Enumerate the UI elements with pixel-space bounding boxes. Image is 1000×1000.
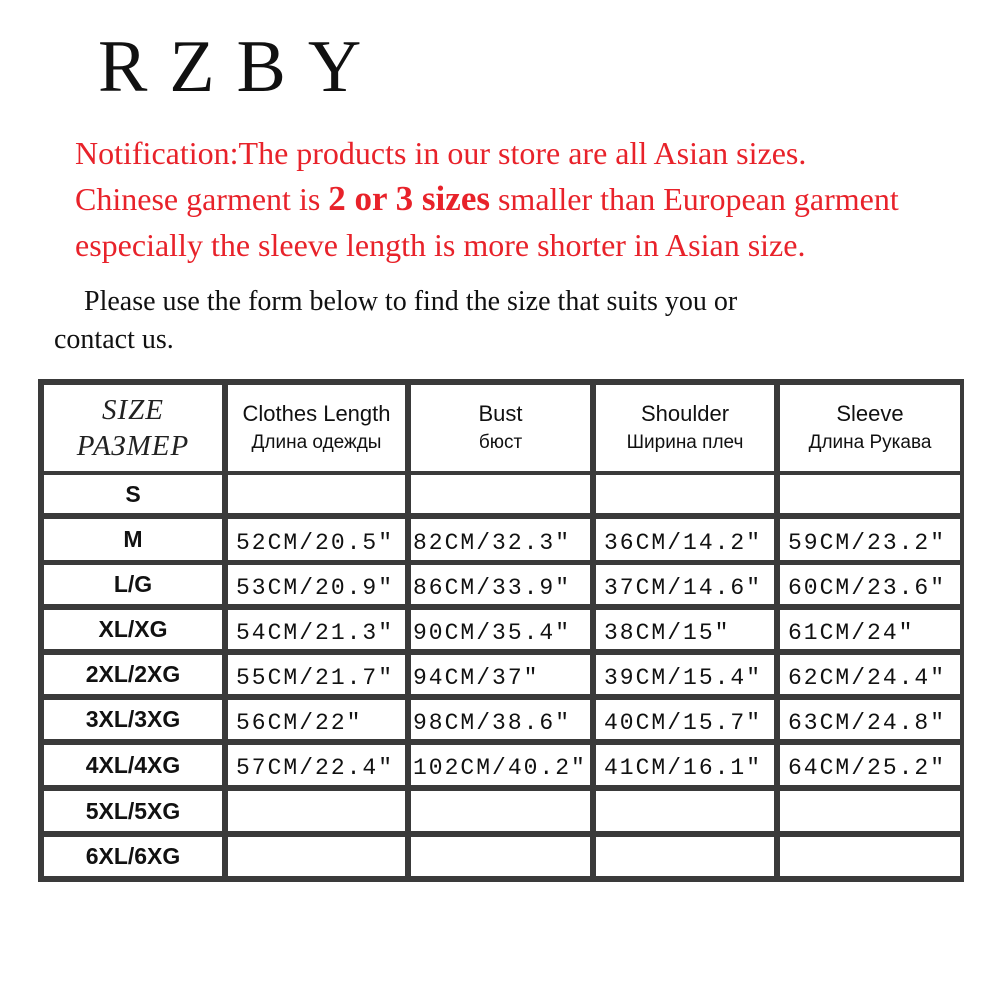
size-label: M: [44, 519, 222, 560]
notification-line-2-post: smaller than European garment: [489, 181, 899, 217]
measurement-cell: 62CM/24.4": [780, 655, 960, 694]
intro-line-1: Please use the form below to find the size that suits you or: [84, 286, 738, 317]
size-label: XL/XG: [44, 610, 222, 649]
notification-text: [75, 130, 995, 268]
measurement-cell: 64CM/25.2": [780, 745, 960, 785]
measurement-cell: [411, 837, 590, 876]
measurement-cell: [780, 837, 960, 876]
size-header-cell: [44, 385, 222, 471]
measurement-cell: [228, 791, 405, 831]
measurement-cell: [596, 791, 774, 831]
measurement-cell: [596, 475, 774, 513]
measurement-cell: 41CM/16.1": [596, 745, 774, 785]
column-header-en: Clothes Length: [242, 401, 391, 426]
measurement-cell: [780, 475, 960, 513]
column-header-2: [411, 385, 590, 471]
measurement-cell: 57CM/22.4": [228, 745, 405, 785]
size-label: 6XL/6XG: [44, 837, 222, 876]
measurement-cell: [228, 837, 405, 876]
measurement-cell: 61CM/24": [780, 610, 960, 649]
measurement-cell: 90CM/35.4": [411, 610, 590, 649]
measurement-cell: 60CM/23.6": [780, 565, 960, 604]
size-header-en: SIZE: [102, 394, 164, 426]
measurement-cell: [780, 791, 960, 831]
measurement-cell: [411, 475, 590, 513]
measurement-cell: 55CM/21.7": [228, 655, 405, 694]
notification-emphasis: 2 or 3 sizes: [328, 179, 490, 218]
size-label: S: [44, 475, 222, 513]
measurement-cell: 86CM/33.9": [411, 565, 590, 604]
size-chart-table: [38, 379, 964, 882]
measurement-cell: 40CM/15.7": [596, 700, 774, 739]
measurement-cell: 98CM/38.6": [411, 700, 590, 739]
measurement-cell: 38CM/15": [596, 610, 774, 649]
measurement-cell: [596, 837, 774, 876]
column-header-ru: Длина одежды: [251, 432, 382, 453]
notification-line-2: [75, 176, 995, 222]
measurement-cell: 54CM/21.3": [228, 610, 405, 649]
measurement-cell: 39CM/15.4": [596, 655, 774, 694]
notification-line-1: Notification:The products in our store are all Asian sizes.: [75, 135, 807, 171]
notification-line-3: especially the sleeve length is more shorter in Asian size.: [75, 227, 806, 263]
column-header-3: [596, 385, 774, 471]
measurement-cell: 82CM/32.3": [411, 519, 590, 560]
intro-text: [54, 283, 954, 359]
measurement-cell: [228, 475, 405, 513]
column-header-en: Bust: [478, 401, 523, 426]
size-label: 2XL/2XG: [44, 655, 222, 694]
measurement-cell: 37CM/14.6": [596, 565, 774, 604]
measurement-cell: 102CM/40.2": [411, 745, 590, 785]
column-header-ru: Ширина плеч: [626, 432, 744, 453]
intro-line-2: contact us.: [54, 324, 174, 355]
size-header-ru: РАЗМЕР: [76, 430, 190, 462]
measurement-cell: 53CM/20.9": [228, 565, 405, 604]
measurement-cell: 36CM/14.2": [596, 519, 774, 560]
size-label: L/G: [44, 565, 222, 604]
measurement-cell: 56CM/22": [228, 700, 405, 739]
brand-logo: RZBY: [98, 26, 384, 108]
column-header-en: Shoulder: [640, 401, 730, 426]
measurement-cell: 63CM/24.8": [780, 700, 960, 739]
column-header-4: [780, 385, 960, 471]
notification-line-2-pre: Chinese garment is: [75, 181, 329, 217]
column-header-en: Sleeve: [836, 401, 904, 426]
measurement-cell: [411, 791, 590, 831]
column-header-ru: бюст: [478, 432, 523, 453]
size-label: 3XL/3XG: [44, 700, 222, 739]
measurement-cell: 59CM/23.2": [780, 519, 960, 560]
column-header-1: [228, 385, 405, 471]
size-label: 4XL/4XG: [44, 745, 222, 785]
size-label: 5XL/5XG: [44, 791, 222, 831]
measurement-cell: 52CM/20.5": [228, 519, 405, 560]
measurement-cell: 94CM/37": [411, 655, 590, 694]
column-header-ru: Длина Рукава: [808, 432, 932, 453]
